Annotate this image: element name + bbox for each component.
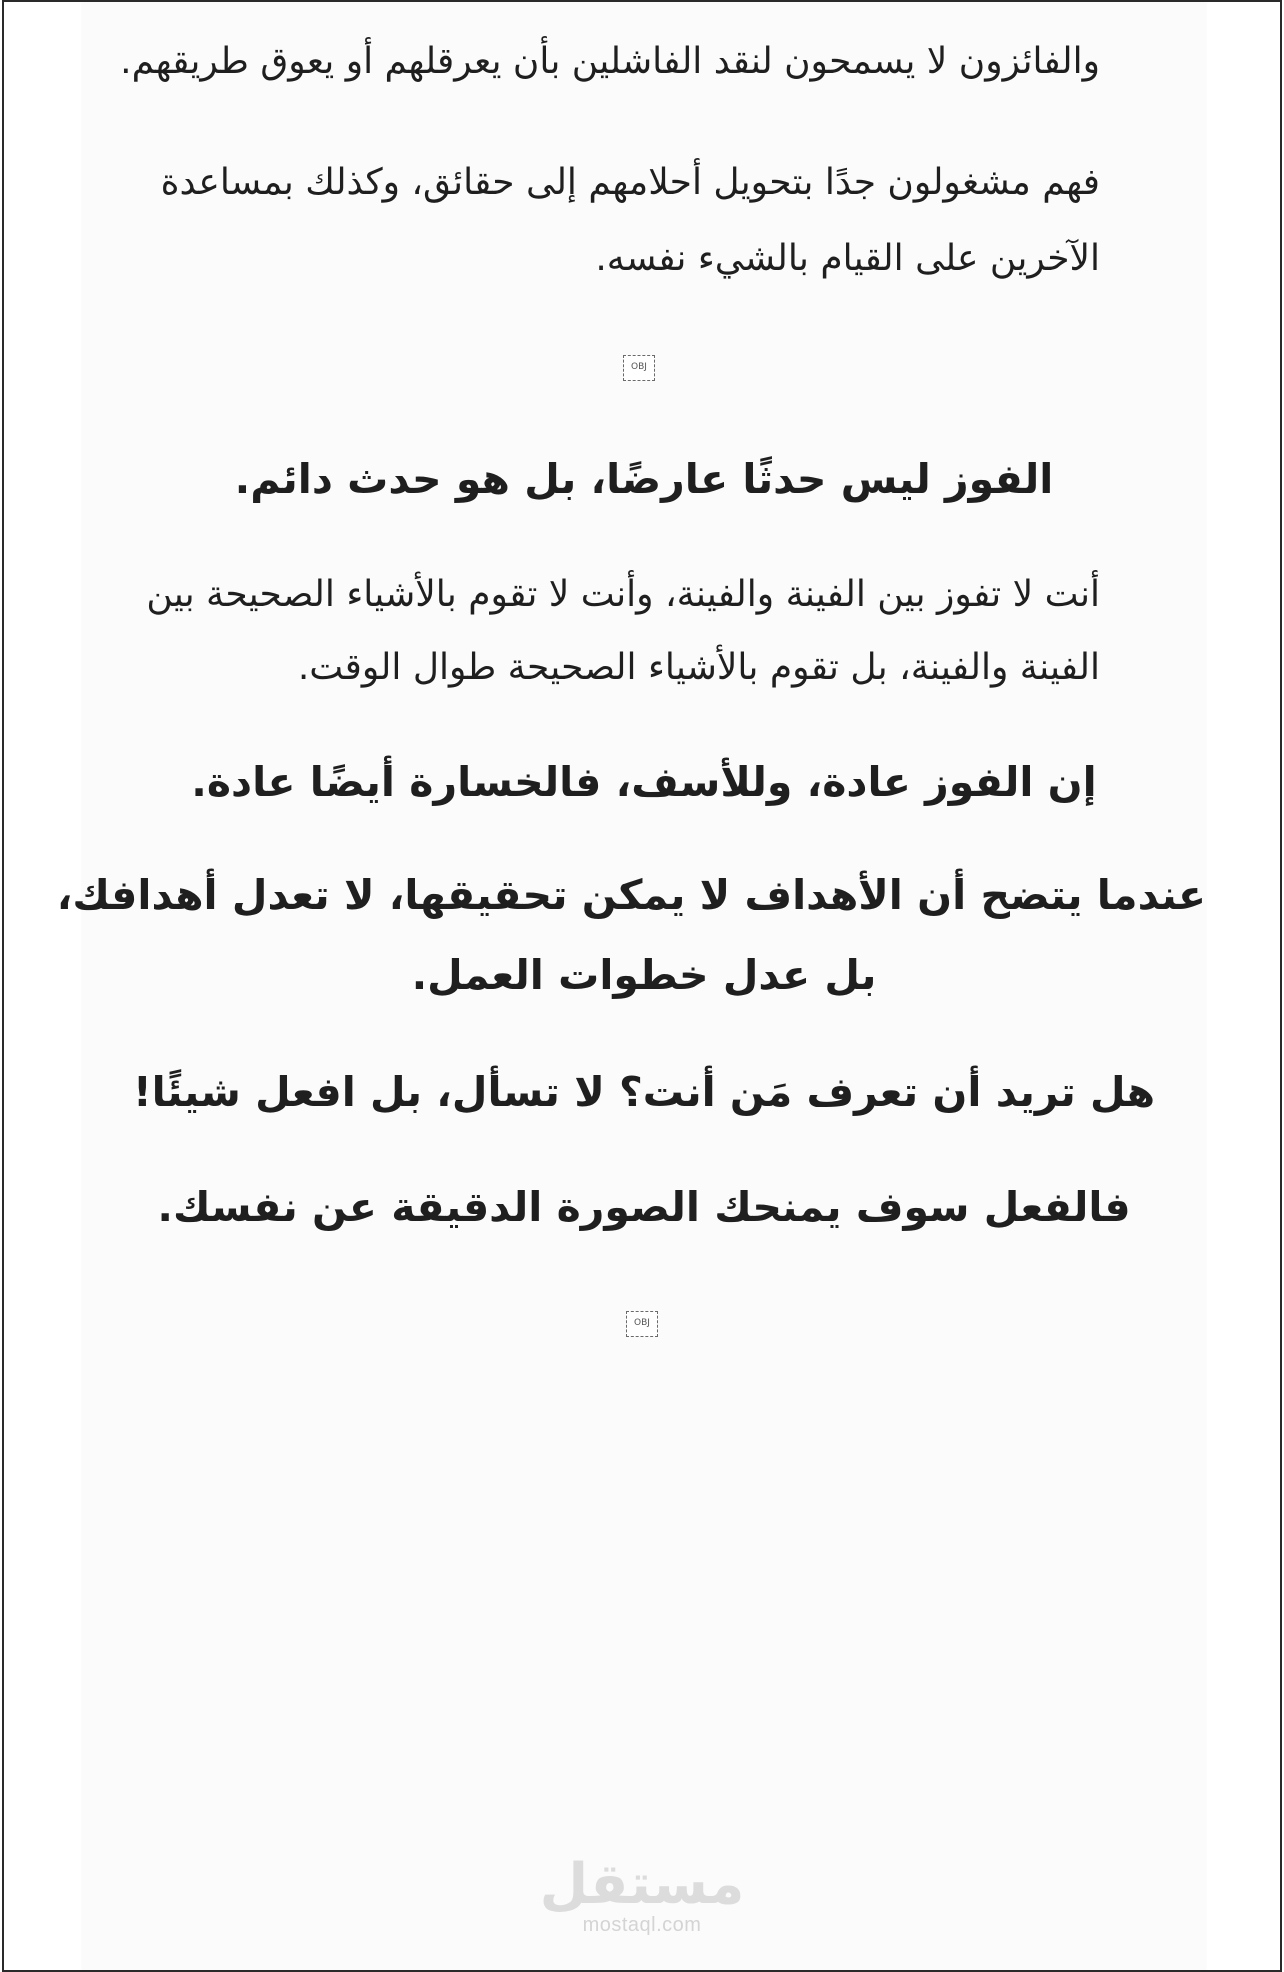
watermark [4,1852,1280,1937]
screenshot-frame [2,0,1282,1972]
paragraph-line: أنت لا تفوز بين الفينة والفينة، وأنت لا تقوم بالأشياء الصحيحة بين [146,574,1100,615]
watermark-url: mostaql.com [582,1914,702,1936]
heading-line: فالفعل سوف يمنحك الصورة الدقيقة عن نفسك. [157,1183,1131,1231]
paragraph-line: الآخرين على القيام بالشيء نفسه. [595,238,1100,279]
object-placeholder: OBJ [626,1311,658,1337]
watermark-logo: مستقل [539,1852,745,1917]
paragraph-line: الفينة والفينة، بل تقوم بالأشياء الصحيحة طوال الوقت. [297,647,1100,688]
heading-line: الفوز ليس حدثًا عارضًا، بل هو حدث دائم. [234,455,1054,503]
document-page [56,2,1206,1970]
object-placeholder: OBJ [623,355,655,381]
paragraph-line: والفائزون لا يسمحون لنقد الفاشلين بأن يعرقلهم أو يعوق طريقهم. [120,41,1100,82]
heading-line: إن الفوز عادة، وللأسف، فالخسارة أيضًا عادة. [191,758,1097,806]
heading-line: عندما يتضح أن الأهداف لا يمكن تحقيقها، لا تعدل أهدافك، [56,871,1206,919]
heading-line: بل عدل خطوات العمل. [411,951,877,999]
paragraph-line: فهم مشغولون جدًا بتحويل أحلامهم إلى حقائق، وكذلك بمساعدة [160,162,1100,203]
heading-line: هل تريد أن تعرف مَن أنت؟ لا تسأل، بل افعل شيئًا! [132,1068,1156,1116]
